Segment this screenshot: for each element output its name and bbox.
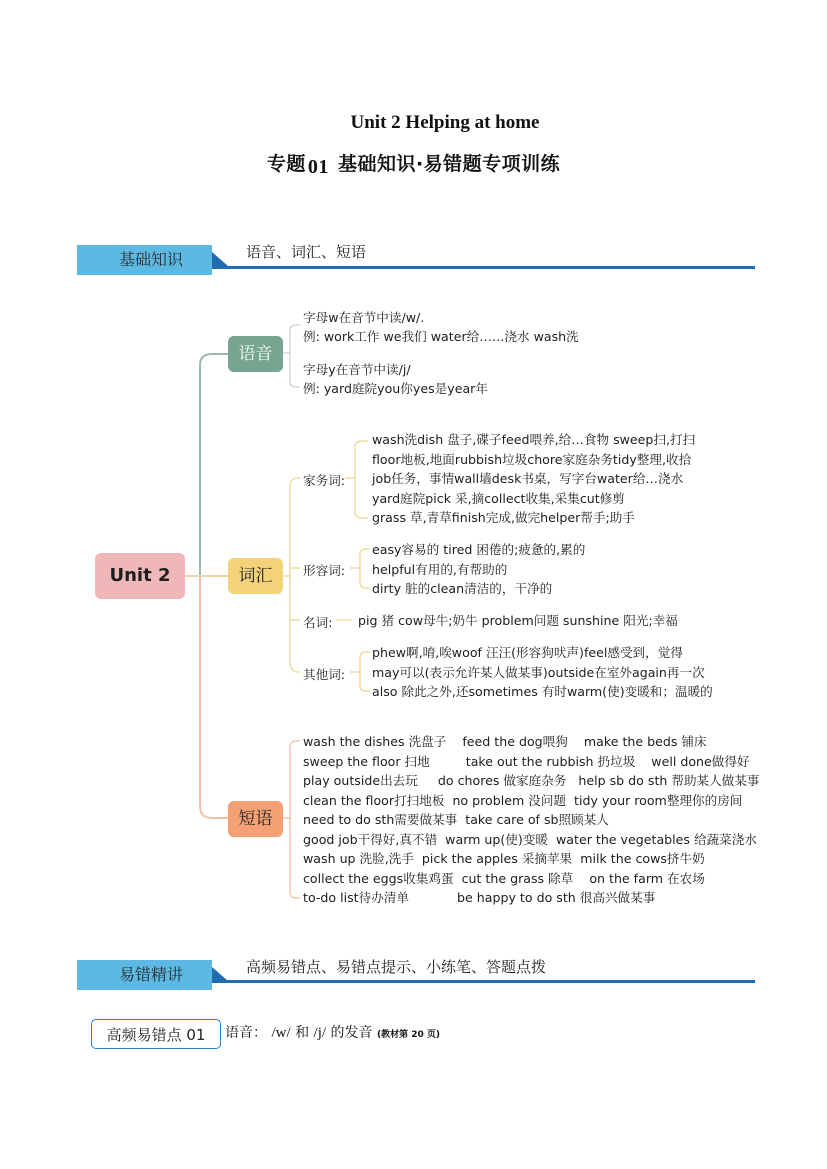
other-words-line: may可以(表示允许某人做某事)outside在室外again再一次 <box>372 664 705 680</box>
phoneme-j: /j/ <box>313 1025 327 1041</box>
section-subtitle: 高频易错点、易错点提示、小练笔、答题点拨 <box>246 958 547 976</box>
section-tab-basics: 基础知识 <box>77 245 212 275</box>
page-subtitle <box>0 149 827 176</box>
phrase-line: play outside出去玩 do chores 做家庭杂务 help sb do sth 帮助某人做某事 <box>303 773 760 788</box>
other-words-line: phew啊,唷,唉woof 汪汪(形容狗吠声)feel感受到，觉得 <box>372 645 683 660</box>
adjective-line: helpful有用的,有帮助的 <box>372 561 508 577</box>
phonics-y-rule: 字母y在音节中读/j/ <box>303 362 411 377</box>
error-point-box: 高频易错点 01 <box>91 1019 221 1049</box>
phonics-node: 语音 <box>228 336 283 372</box>
heading-and: 和 <box>295 1025 310 1041</box>
other-words-label: 其他词: <box>303 667 346 682</box>
textbook-reference: (教材第 20 页) <box>376 1030 440 1040</box>
section-tab-arrow <box>212 967 228 981</box>
phonics-w-rule: 字母w在音节中读/w/. <box>303 310 425 325</box>
noun-label: 名词: <box>303 615 333 630</box>
phrase-line: collect the eggs收集鸡蛋 cut the grass 除草 on the farm 在农场 <box>303 870 705 886</box>
subtitle-prefix: 专题 <box>266 153 306 175</box>
phrase-line: need to do sth需要做某事 take care of sb照顾某人 <box>303 812 609 827</box>
section-tab-errors: 易错精讲 <box>77 960 212 990</box>
adjective-line: easy容易的 tired 困倦的;疲惫的,累的 <box>372 542 586 557</box>
heading-suffix: 的发音 <box>330 1025 373 1041</box>
heading-prefix: 语音： <box>225 1025 267 1041</box>
housework-label: 家务词: <box>303 473 346 488</box>
error-point-heading <box>225 1022 440 1042</box>
root-node: Unit 2 <box>95 553 185 599</box>
phrase-line: to-do list待办清单 be happy to do sth 很高兴做某事 <box>303 890 656 905</box>
housework-line: floor地板,地面rubbish垃圾chore家庭杂务tidy整理,收拾 <box>372 451 692 467</box>
phoneme-w: /w/ <box>271 1025 291 1041</box>
adjective-line: dirty 脏的clean清洁的，干净的 <box>372 581 553 596</box>
phrase-line: wash the dishes 洗盘子 feed the dog喂狗 make the beds 铺床 <box>303 734 707 749</box>
phrase-line: clean the floor打扫地板 no problem 没问题 tidy your room整理你的房间 <box>303 792 743 808</box>
vocab-node: 词汇 <box>228 558 283 594</box>
section-subtitle: 语音、词汇、短语 <box>246 243 367 261</box>
housework-line: grass 草,青草finish完成,做完helper帮手;助手 <box>372 510 635 525</box>
other-words-line: also 除此之外,还sometimes 有时warm(使)变暖和；温暖的 <box>372 684 713 699</box>
subtitle-number: 01 <box>307 156 329 178</box>
phrase-line: sweep the floor 扫地 take out the rubbish 扔垃圾 well done做得好 <box>303 753 750 769</box>
page-title: Unit 2 Helping at home <box>350 112 540 133</box>
section-tab-arrow <box>212 252 228 266</box>
housework-line: wash洗dish 盘子,碟子feed喂养,给…食物 sweep扫,打扫 <box>372 432 696 447</box>
adjective-label: 形容词: <box>303 563 346 578</box>
noun-line: pig 猪 cow母牛;奶牛 problem问题 sunshine 阳光;幸福 <box>358 613 678 628</box>
housework-line: yard庭院pick 采,摘collect收集,采集cut修剪 <box>372 490 625 506</box>
phonics-y-examples: 例: yard庭院you你yes是year年 <box>303 381 488 396</box>
phrases-node: 短语 <box>228 801 283 837</box>
phrase-line: good job干得好,真不错 warm up(使)变暖 water the vegetables 给蔬菜浇水 <box>303 831 757 847</box>
subtitle-rest: 基础知识·易错题专项训练 <box>337 153 561 175</box>
housework-line: job任务，事情wall墙desk书桌，写字台water给…浇水 <box>372 471 684 486</box>
phrase-line: wash up 洗脸,洗手 pick the apples 采摘苹果 milk the cows挤牛奶 <box>303 851 705 866</box>
phonics-w-examples: 例: work工作 we我们 water给……浇水 wash洗 <box>303 329 579 344</box>
